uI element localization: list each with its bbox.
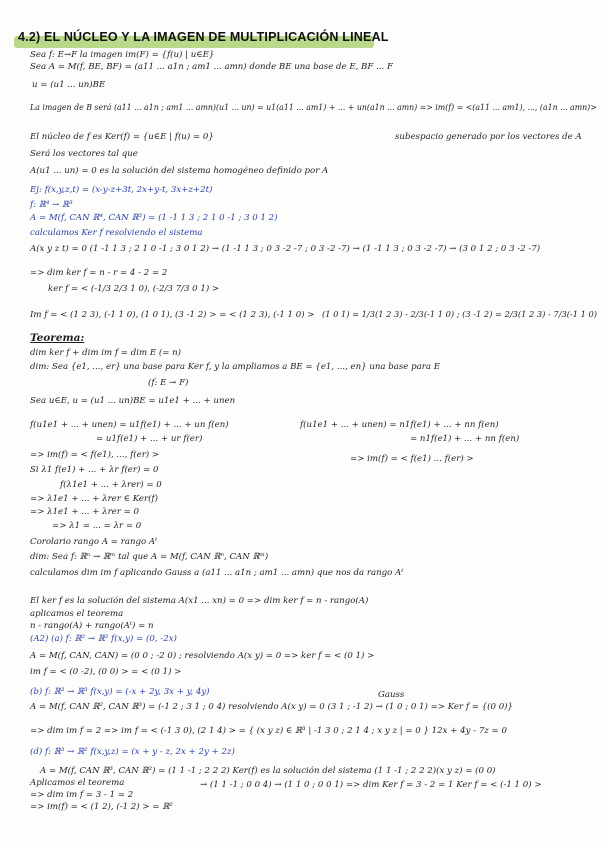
- note-line: Im f = < (1 2 3), (-1 1 0), (1 0 1), (3 -1 2) > = < (1 2 3), (-1 1 0) >: [30, 310, 315, 320]
- note-line: Teorema:: [30, 332, 85, 344]
- note-line: La imagen de B será (a11 ... a1n ; am1 ... amn)(u1 ... un) = u1(a11 ... am1) + ... + un(a1n ... amn) => im(f) = <(a11 ... am1), ..., (a1n ... amn)>: [30, 103, 597, 113]
- note-line: (f: E → F): [148, 378, 189, 388]
- note-line: Si λ1 f(e1) + ... + λr f(er) = 0: [30, 465, 159, 475]
- note-line: n - rango(A) + rango(Aᵗ) = n: [30, 621, 154, 631]
- note-line: A = M(f, CAN, CAN) = (0 0 ; -2 0) ; resolviendo A(x y) = 0 => ker f = < (0 1) >: [30, 651, 375, 661]
- note-line: Aplicamos el teorema: [30, 778, 125, 788]
- note-line: A(u1 ... un) = 0 es la solución del sistema homogéneo definido por A: [30, 166, 329, 176]
- note-line: El núcleo de f es Ker(f) = {u∈E | f(u) = 0}: [30, 132, 214, 142]
- note-line: => dim im f = 2 => im f = < (-1 3 0), (2 1 4) > = { (x y z) ∈ ℝ³ | -1 3 0 ; 2 1 4 ; x y z | = 0 } 12x + 4y - 7z = 0: [30, 726, 507, 736]
- note-line: (b) f: ℝ³ → ℝ³ f(x,y) = (-x + 2y, 3x + y, 4y): [30, 687, 210, 697]
- note-line: subespacio generado por los vectores de A: [395, 132, 582, 142]
- note-line: Corolario rango A = rango Aᵗ: [30, 537, 158, 547]
- title-block: [18, 30, 389, 44]
- note-line: (A2) (a) f: ℝ² → ℝ² f(x,y) = (0, -2x): [30, 634, 177, 644]
- note-line: A = M(f, CAN ℝ⁴, CAN ℝ³) = (1 -1 1 3 ; 2 1 0 -1 ; 3 0 1 2): [30, 213, 278, 223]
- note-line: Sea u∈E, u = (u1 ... un)BE = u1e1 + ... + unen: [30, 396, 236, 406]
- note-line: ker f = < (-1/3 2/3 1 0), (-2/3 7/3 0 1) >: [48, 284, 220, 294]
- note-line: Sea f: E→F la imagen im(F) = {f(u) | u∈E}: [30, 50, 215, 60]
- page-title: 4.2) EL NÚCLEO Y LA IMAGEN DE MULTIPLICACIÓN LINEAL: [18, 30, 389, 44]
- note-line: Gauss: [378, 690, 405, 700]
- note-line: = n1f(e1) + ... + nn f(en): [410, 434, 520, 444]
- note-line: im f = < (0 -2), (0 0) > = < (0 1) >: [30, 667, 182, 677]
- note-line: A(x y z t) = 0 (1 -1 1 3 ; 2 1 0 -1 ; 3 0 1 2) → (1 -1 1 3 ; 0 3 -2 -7 ; 0 3 -2 -7) → (1 -1 1 3 ; 0 3 -2 -7) → (3 0 1 2 ; 0 3 -2 -7): [30, 244, 541, 254]
- note-line: Ej: f(x,y,z,t) = (x-y-z+3t, 2x+y-t, 3x+z+2t): [30, 185, 213, 195]
- note-line: f(u1e1 + ... + unen) = u1f(e1) + ... + un f(en): [30, 420, 229, 430]
- note-line: => dim im f = 3 - 1 = 2: [30, 790, 134, 800]
- note-line: calculamos Ker f resolviendo el sistema: [30, 228, 203, 238]
- note-line: (1 0 1) = 1/3(1 2 3) - 2/3(-1 1 0) ; (3 -1 2) = 2/3(1 2 3) - 7/3(-1 1 0): [322, 310, 598, 320]
- note-line: Será los vectores tal que: [30, 149, 138, 159]
- note-line: = u1f(e1) + ... + ur f(er): [96, 434, 203, 444]
- note-line: A = M(f, CAN ℝ³, CAN ℝ²) = (1 1 -1 ; 2 2 2) Ker(f) es la solución del sistema (1 1 -1 ; 2 2 2)(x y z) = (0 0): [40, 766, 496, 776]
- note-line: (d) f: ℝ³ → ℝ² f(x,y,z) = (x + y - z, 2x + 2y + 2z): [30, 747, 235, 757]
- note-line: => λ1e1 + ... + λrer = 0: [30, 507, 140, 517]
- note-line: aplicamos el teorema: [30, 609, 124, 619]
- note-line: → (1 1 -1 ; 0 0 4) → (1 1 0 ; 0 0 1) => dim Ker f = 3 - 2 = 1 Ker f = < (-1 1 0) >: [200, 780, 542, 790]
- note-line: El ker f es la solución del sistema A(x1 ... xn) = 0 => dim ker f = n - rango(A): [30, 596, 369, 606]
- note-line: u = (u1 ... un)BE: [32, 80, 106, 90]
- note-line: dim: Sea {e1, ..., er} una base para Ker f, y la ampliamos a BE = {e1, ..., en} una base para E: [30, 362, 440, 372]
- note-line: => im(f) = < (1 2), (-1 2) > = ℝ²: [30, 802, 173, 812]
- note-line: calculamos dim im f aplicando Gauss a (a11 ... a1n ; am1 ... amn) que nos da rango Aᵗ: [30, 568, 404, 578]
- note-line: dim ker f + dim im f = dim E (= n): [30, 348, 182, 358]
- note-line: => im(f) = < f(e1) ... f(er) >: [350, 454, 474, 464]
- note-line: dim: Sea f: ℝⁿ → ℝᵐ tal que A = M(f, CAN ℝⁿ, CAN ℝᵐ): [30, 552, 269, 562]
- note-line: f(u1e1 + ... + unen) = n1f(e1) + ... + nn f(en): [300, 420, 499, 430]
- note-line: => λ1 = ... = λr = 0: [52, 521, 142, 531]
- note-line: A = M(f, CAN ℝ², CAN ℝ³) = (-1 2 ; 3 1 ; 0 4) resolviendo A(x y) = 0 (3 1 ; -1 2) → (1 0 ; 0 1) => Ker f = {(0 0)}: [30, 702, 513, 712]
- note-line: => im(f) = < f(e1), ..., f(er) >: [30, 450, 160, 460]
- note-line: f: ℝ⁴ → ℝ³: [30, 200, 73, 210]
- note-line: => dim ker f = n - r = 4 - 2 = 2: [30, 268, 168, 278]
- note-line: Sea A = M(f, BE, BF) = (a11 ... a1n ; am1 ... amn) donde BE una base de E, BF ... F: [30, 62, 393, 72]
- note-line: => λ1e1 + ... + λrer ∈ Ker(f): [30, 494, 158, 504]
- note-line: f(λ1e1 + ... + λrer) = 0: [60, 480, 162, 490]
